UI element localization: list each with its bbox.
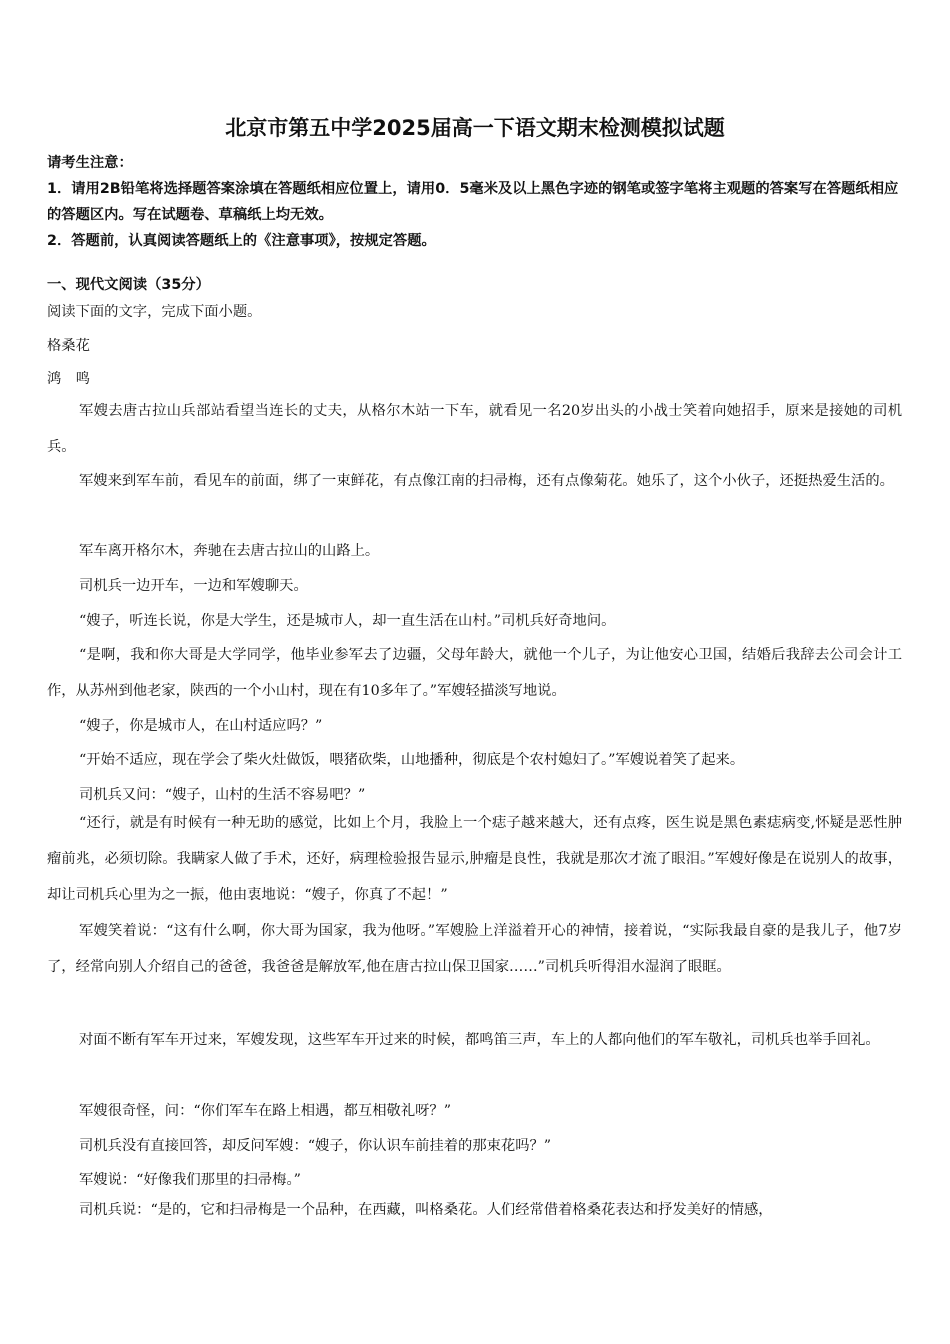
paragraph: 司机兵没有直接回答，却反问军嫂：“嫂子，你认识车前挂着的那束花吗？” xyxy=(79,1138,552,1154)
paragraph: “开始不适应，现在学会了柴火灶做饭，喂猪砍柴，山地播种，彻底是个农村媳妇了。”军嫂说着笑了起来。 xyxy=(79,752,745,768)
paragraph: “嫂子，听连长说，你是大学生，还是城市人，却一直生活在山村。”司机兵好奇地问。 xyxy=(79,613,616,629)
paragraph: 军嫂说：“好像我们那里的扫帚梅。” xyxy=(79,1172,301,1188)
notice-heading: 请考生注意： xyxy=(47,155,133,171)
paragraph: “是啊，我和你大哥是大学同学，他毕业参军去了边疆，父母年龄大，就他一个儿子，为让他安心卫国，结婚后我辞去公司会计工作，从苏州到他老家，陕西的一个小山村，现在有10多年了。”军嫂轻描淡写地说。 xyxy=(47,647,902,699)
paragraph: 司机兵又问：“嫂子，山村的生活不容易吧？” xyxy=(79,787,366,803)
page-title: 北京市第五中学2025届高一下语文期末检测模拟试题 xyxy=(225,116,725,140)
section-heading: 一、现代文阅读（35分） xyxy=(47,277,210,293)
paragraph: 司机兵一边开车，一边和军嫂聊天。 xyxy=(79,578,308,594)
paragraph: “还行，就是有时候有一种无助的感觉，比如上个月，我脸上一个痣子越来越大，还有点疼，医生说是黑色素痣病变,怀疑是恶性肿瘤前兆，必须切除。我瞒家人做了手术，还好，病理检验报告显示,肿瘤是良性，我就是那次才流了眼泪。”军嫂好像是在说别人的故事，却让司机兵心里为之一振，他由衷地说：“嫂子，你真了不起！” xyxy=(47,815,902,903)
notice-item-2: 2．答题前，认真阅读答题纸上的《注意事项》，按规定答题。 xyxy=(47,233,436,249)
story-author: 鸿 鸣 xyxy=(47,371,90,387)
paragraph: 军嫂去唐古拉山兵部站看望当连长的丈夫，从格尔木站一下车，就看见一名20岁出头的小战士笑着向她招手，原来是接她的司机兵。 xyxy=(47,403,902,455)
section-instruction: 阅读下面的文字，完成下面小题。 xyxy=(47,304,262,320)
paragraph: 对面不断有军车开过来，军嫂发现，这些军车开过来的时候，都鸣笛三声，车上的人都向他们的军车敬礼，司机兵也举手回礼。 xyxy=(79,1032,880,1048)
story-title: 格桑花 xyxy=(47,338,90,354)
paragraph: 军嫂很奇怪，问：“你们军车在路上相遇，都互相敬礼呀？” xyxy=(79,1103,452,1119)
paragraph: 军嫂笑着说：“这有什么啊，你大哥为国家，我为他呀。”军嫂脸上洋溢着开心的神情，接着说，“实际我最自豪的是我儿子，他7岁了，经常向别人介绍自己的爸爸，我爸爸是解放军,他在唐古拉山保卫国家……”司机兵听得泪水湿润了眼眶。 xyxy=(47,923,902,975)
paragraph: 军车离开格尔木，奔驰在去唐古拉山的山路上。 xyxy=(79,543,380,559)
paragraph: 军嫂来到军车前，看见车的前面，绑了一束鲜花，有点像江南的扫帚梅，还有点像菊花。她乐了，这个小伙子，还挺热爱生活的。 xyxy=(79,473,894,489)
paragraph: “嫂子，你是城市人，在山村适应吗？” xyxy=(79,718,323,734)
paragraph: 司机兵说：“是的，它和扫帚梅是一个品种，在西藏，叫格桑花。人们经常借着格桑花表达和抒发美好的情感， xyxy=(79,1202,773,1218)
notice-item-1: 1．请用2B铅笔将选择题答案涂填在答题纸相应位置上，请用0．5毫米及以上黑色字迹的钢笔或签字笔将主观题的答案写在答题纸相应的答题区内。写在试题卷、草稿纸上均无效。 xyxy=(47,181,899,223)
